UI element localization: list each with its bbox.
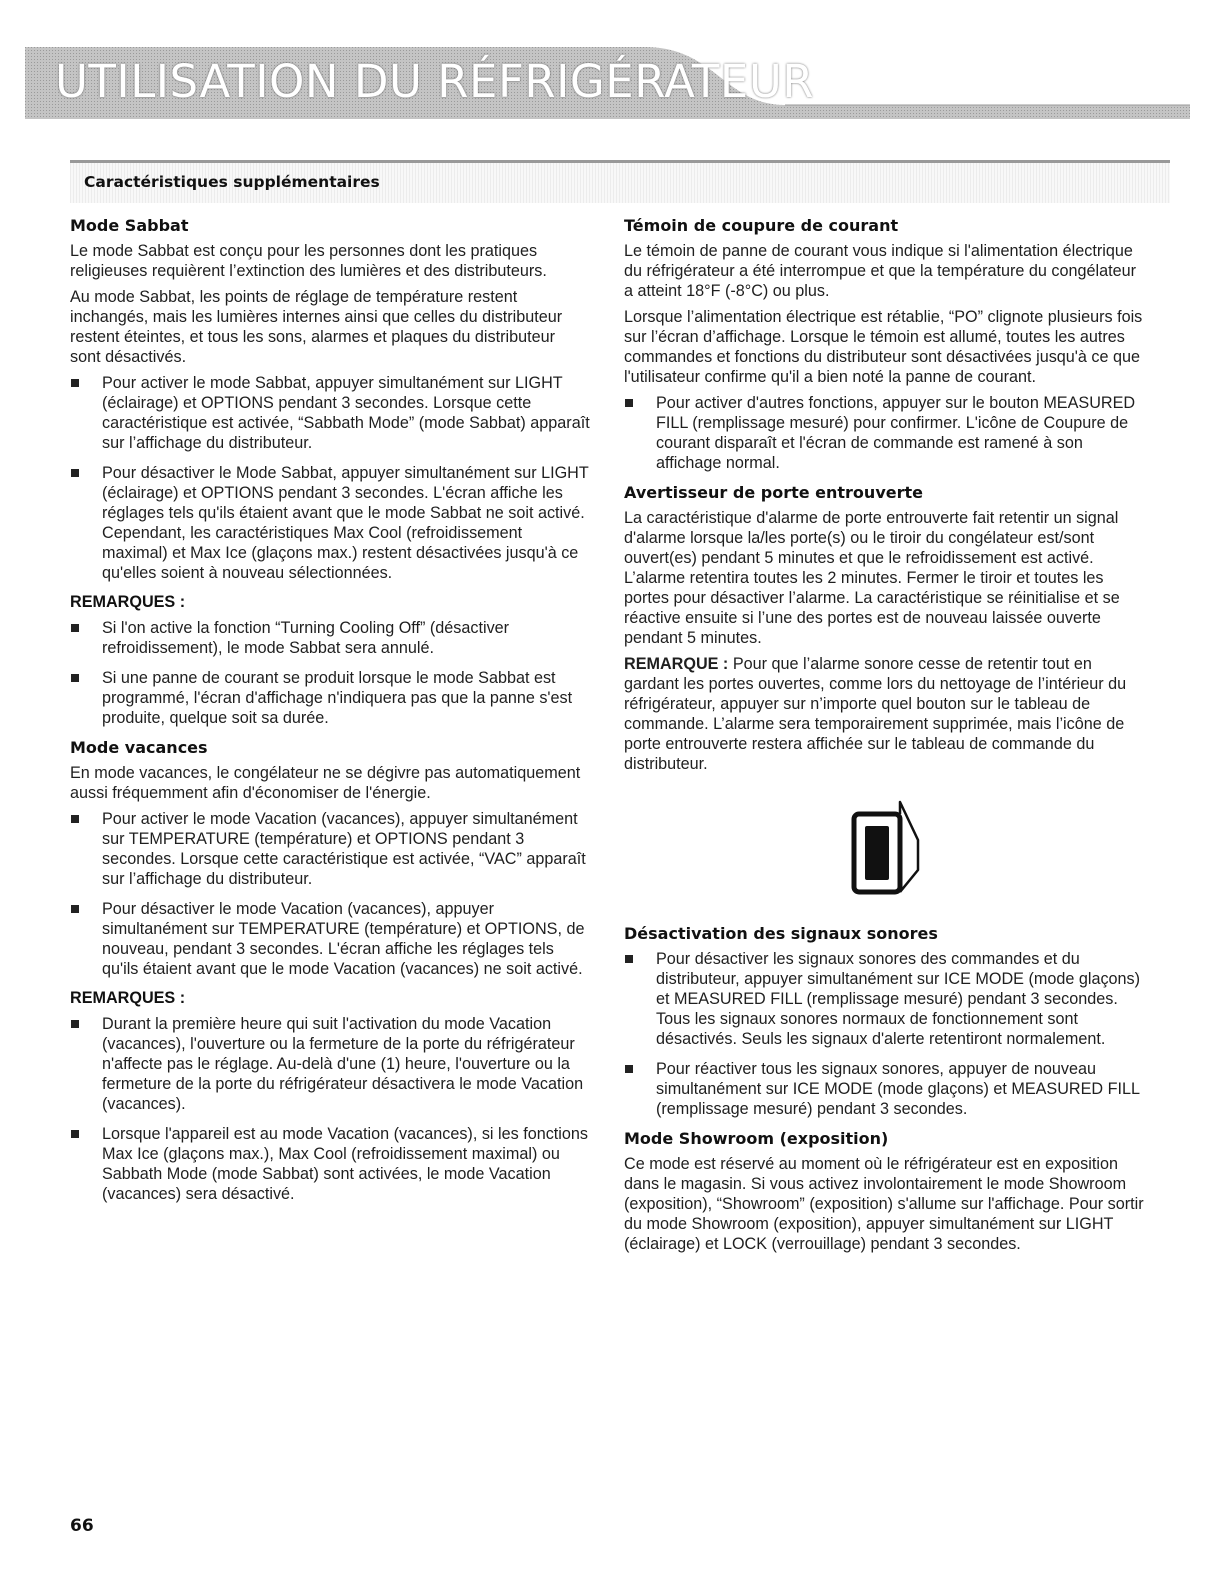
coupure-intro: Le témoin de panne de courant vous indique si l'alimentation électrique du réfrigérateur a été interrompue et que la température du congélateur a atteint 18°F (-8°C) ou plus.	[624, 242, 1137, 300]
sabbat-remarques	[70, 618, 590, 728]
heading-mode-sabbat: Mode Sabbat	[70, 216, 189, 235]
bullet-icon	[71, 379, 79, 387]
bullet-icon	[71, 1130, 79, 1138]
section-title: Caractéristiques supplémentaires	[84, 173, 380, 191]
heading-porte-entrouverte: Avertisseur de porte entrouverte	[624, 483, 923, 502]
vacances-instructions	[70, 809, 590, 979]
vacances-intro: En mode vacances, le congélateur ne se dégivre pas automatiquement aussi fréquemment afin d'économiser de l'énergie.	[70, 764, 581, 802]
bullet-icon	[71, 815, 79, 823]
remarque-label: REMARQUE :	[624, 655, 729, 673]
bullet-icon	[71, 674, 79, 682]
sabbat-instructions	[70, 373, 590, 583]
heading-temoin-coupure: Témoin de coupure de courant	[624, 216, 899, 235]
remarques-label: REMARQUES :	[70, 593, 186, 611]
list-item: Pour activer d'autres fonctions, appuyer sur le bouton MEASURED FILL (remplissage mesuré) pour confirmer. L'icône de Coupure de courant disparaît et l'écran de commande est ramené à son affichage normal.	[624, 393, 1144, 473]
list-item: Pour désactiver le mode Vacation (vacances), appuyer simultanément sur TEMPERATURE (température) et OPTIONS, de nouveau, pendant 3 secondes. L'écran affiche les réglages tels qu'ils étaient avant que le mode Vacation (vacances) ne soit activé.	[70, 899, 590, 979]
list-item: Pour désactiver les signaux sonores des commandes et du distributeur, appuyer simultanément sur ICE MODE (mode glaçons) et MEASURED FILL (remplissage mesuré) pendant 3 secondes. Tous les signaux sonores normaux de fonctionnement sont désactivés. Seuls les signaux d'alerte retentiront normalement.	[624, 949, 1144, 1049]
door-ajar-icon	[850, 800, 922, 900]
list-item: Durant la première heure qui suit l'activation du mode Vacation (vacances), l'ouverture ou la fermeture de la porte du réfrigérateur n'affecte pas le réglage. Au-delà d'une (1) heure, l'ouverture ou la fermeture de la porte du réfrigérateur désactivera le mode Vacation (vacances).	[70, 1014, 590, 1114]
list-item: Pour désactiver le Mode Sabbat, appuyer simultanément sur LIGHT (éclairage) et OPTIONS pendant 3 secondes. L'écran affiche les réglages tels qu'ils étaient avant que le mode Sabbat ne soit activé. Cependant, les caractéristiques Max Cool (refroidissement maximal) et Max Ice (glaçons max.) restent désactivées jusqu'à ce qu'elles soient à nouveau sélectionnées.	[70, 463, 590, 583]
porte-remarque: REMARQUE : Pour que l’alarme sonore cesse de retentir tout en gardant les portes ouvertes, comme lors du nettoyage de l’intérieur du réfrigérateur, appuyer sur n’importe quel bouton sur le tableau de commande. L’alarme sera temporairement supprimée, mais l’icône de porte entrouverte restera affichée sur le tableau de commande du distributeur.	[624, 655, 1127, 773]
heading-mode-vacances: Mode vacances	[70, 738, 208, 757]
page-banner	[25, 47, 1190, 119]
section-header	[70, 160, 1170, 203]
list-item: Pour activer le mode Vacation (vacances), appuyer simultanément sur TEMPERATURE (température) et OPTIONS pendant 3 secondes. Lorsque cette caractéristique est activée, “VAC” apparaît sur l’affichage du distributeur.	[70, 809, 590, 889]
showroom-description: Ce mode est réservé au moment où le réfrigérateur est en exposition dans le magasin. Si vous activez involontairement le mode Showroom (exposition), “Showroom” (exposition) s'allume sur l'affichage. Pour sortir du mode Showroom (exposition), appuyer simultanément sur LIGHT (éclairage) et LOCK (verrouillage) pendant 3 secondes.	[624, 1155, 1144, 1253]
porte-description: La caractéristique d'alarme de porte entrouverte fait retentir un signal d'alarme lorsque la/les porte(s) ou le tiroir du congélateur est/sont ouvert(es) pendant 5 minutes et que le refroidissement est activé. L’alarme retentira toutes les 2 minutes. Fermer le tiroir et toutes les portes pour désactiver l’alarme. La caractéristique se réinitialise et se réactive ensuite si l’une des portes est de nouveau laissée ouverte pendant 5 minutes.	[624, 509, 1120, 647]
list-item: Lorsque l'appareil est au mode Vacation (vacances), si les fonctions Max Ice (glaçons max.), Max Cool (refroidissement maximal) ou Sabbath Mode (mode Sabbat) sont activées, le mode Vacation (vacances) sera désactivé.	[70, 1124, 590, 1204]
sabbat-description: Au mode Sabbat, les points de réglage de température restent inchangés, mais les lumières internes ainsi que celles du distributeur restent éteintes, et tous les sons, alarmes et plaques du distributeur sont désactivés.	[70, 288, 563, 366]
bullet-icon	[71, 1020, 79, 1028]
heading-signaux-sonores: Désactivation des signaux sonores	[624, 924, 938, 943]
bullet-icon	[625, 399, 633, 407]
coupure-instructions	[624, 393, 1144, 473]
list-item: Si une panne de courant se produit lorsque le mode Sabbat est programmé, l'écran d'affichage n'indiquera pas que la panne s'est produite, quelque soit sa durée.	[70, 668, 590, 728]
vacances-remarques	[70, 1014, 590, 1204]
sabbat-intro: Le mode Sabbat est conçu pour les personnes dont les pratiques religieuses requièrent l’extinction des lumières et des distributeurs.	[70, 242, 547, 280]
remarques-label: REMARQUES :	[70, 989, 186, 1007]
list-item: Si l'on active la fonction “Turning Cooling Off” (désactiver refroidissement), le mode Sabbat sera annulé.	[70, 618, 590, 658]
bullet-icon	[625, 1065, 633, 1073]
bullet-icon	[71, 624, 79, 632]
bullet-icon	[71, 905, 79, 913]
bullet-icon	[71, 469, 79, 477]
heading-mode-showroom: Mode Showroom (exposition)	[624, 1129, 889, 1148]
list-item: Pour réactiver tous les signaux sonores, appuyer de nouveau simultanément sur ICE MODE (mode glaçons) et MEASURED FILL (remplissage mesuré) pendant 3 secondes.	[624, 1059, 1144, 1119]
bullet-icon	[625, 955, 633, 963]
left-column	[70, 216, 590, 1214]
page-title: UTILISATION DU RÉFRIGÉRATEUR	[55, 55, 815, 108]
page-number: 66	[70, 1516, 94, 1536]
right-column	[624, 216, 1144, 1260]
signaux-instructions	[624, 949, 1144, 1119]
coupure-description: Lorsque l’alimentation électrique est rétablie, “PO” clignote plusieurs fois sur l’écran d’affichage. Lorsque le témoin est allumé, toutes les autres commandes et fonctions du distributeur sont désactivées jusqu'à ce que l'utilisateur confirme qu'il a bien noté la panne de courant.	[624, 308, 1143, 386]
list-item: Pour activer le mode Sabbat, appuyer simultanément sur LIGHT (éclairage) et OPTIONS pendant 3 secondes. Lorsque cette caractéristique est activée, “Sabbath Mode” (mode Sabbat) apparaît sur l’affichage du distributeur.	[70, 373, 590, 453]
